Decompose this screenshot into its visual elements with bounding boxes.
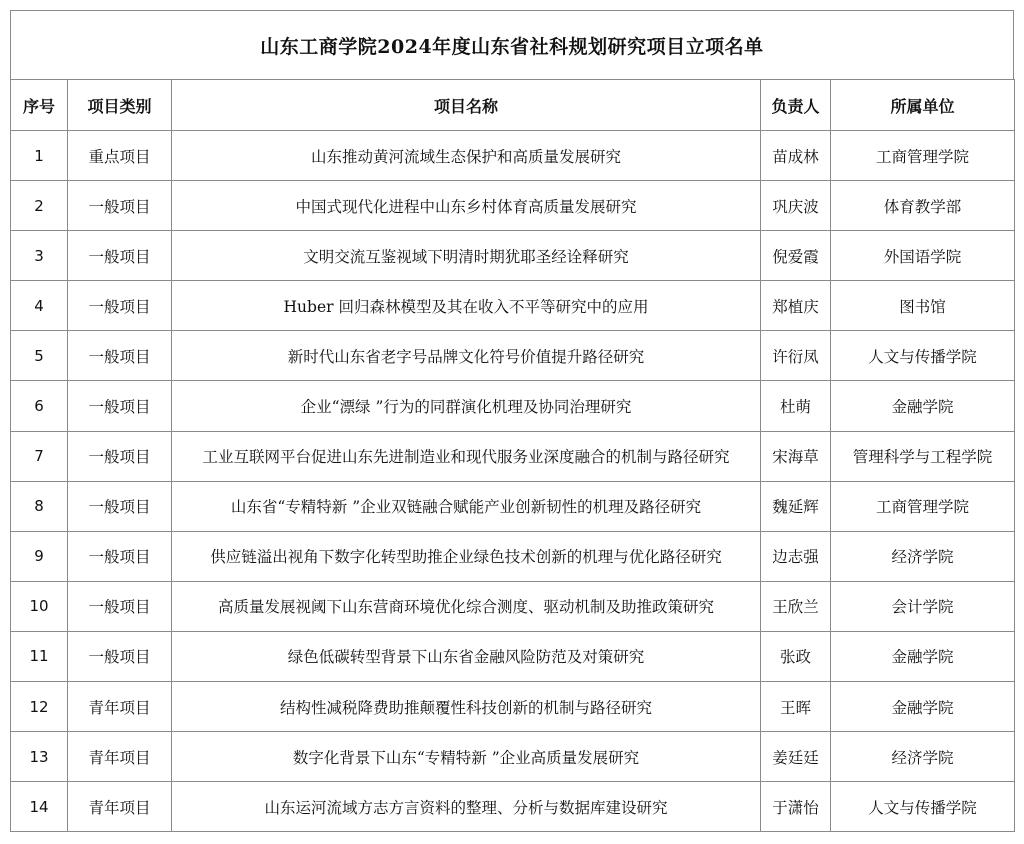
- header-leader: 负责人: [761, 80, 831, 131]
- table-body: [11, 131, 1015, 832]
- cell-index: 4: [11, 281, 68, 331]
- cell-department: 会计学院: [831, 581, 1015, 631]
- cell-leader: 边志强: [761, 531, 831, 581]
- cell-department: 人文与传播学院: [831, 331, 1015, 381]
- cell-project-name: 山东运河流域方志方言资料的整理、分析与数据库建设研究: [172, 782, 761, 832]
- cell-project-name: 山东推动黄河流域生态保护和高质量发展研究: [172, 131, 761, 181]
- cell-category: 青年项目: [68, 732, 172, 782]
- cell-leader: 姜廷廷: [761, 732, 831, 782]
- project-table: [10, 79, 1015, 832]
- cell-category: 青年项目: [68, 682, 172, 732]
- cell-department: 金融学院: [831, 682, 1015, 732]
- table-row: [11, 181, 1015, 231]
- cell-leader: 杜萌: [761, 381, 831, 431]
- table-row: [11, 531, 1015, 581]
- cell-category: 一般项目: [68, 431, 172, 481]
- cell-project-name: 企业“漂绿 ”行为的同群演化机理及协同治理研究: [172, 381, 761, 431]
- cell-project-name: 工业互联网平台促进山东先进制造业和现代服务业深度融合的机制与路径研究: [172, 431, 761, 481]
- cell-category: 一般项目: [68, 531, 172, 581]
- cell-department: 外国语学院: [831, 231, 1015, 281]
- cell-leader: 于潇怡: [761, 782, 831, 832]
- table-row: [11, 131, 1015, 181]
- cell-index: 11: [11, 631, 68, 681]
- cell-index: 7: [11, 431, 68, 481]
- cell-leader: 郑植庆: [761, 281, 831, 331]
- cell-leader: 王欣兰: [761, 581, 831, 631]
- cell-category: 一般项目: [68, 281, 172, 331]
- cell-leader: 苗成林: [761, 131, 831, 181]
- cell-index: 13: [11, 732, 68, 782]
- cell-project-name: 供应链溢出视角下数字化转型助推企业绿色技术创新的机理与优化路径研究: [172, 531, 761, 581]
- table-row: [11, 682, 1015, 732]
- table-header-row: [11, 80, 1015, 131]
- table-row: [11, 431, 1015, 481]
- cell-index: 2: [11, 181, 68, 231]
- header-department: 所属单位: [831, 80, 1015, 131]
- cell-index: 5: [11, 331, 68, 381]
- table-row: [11, 732, 1015, 782]
- project-list-sheet: [10, 10, 1014, 832]
- table-row: [11, 631, 1015, 681]
- cell-category: 一般项目: [68, 181, 172, 231]
- cell-index: 8: [11, 481, 68, 531]
- cell-project-name: 数字化背景下山东“专精特新 ”企业高质量发展研究: [172, 732, 761, 782]
- cell-department: 管理科学与工程学院: [831, 431, 1015, 481]
- header-index: 序号: [11, 80, 68, 131]
- cell-department: 体育教学部: [831, 181, 1015, 231]
- cell-category: 一般项目: [68, 231, 172, 281]
- cell-leader: 魏延辉: [761, 481, 831, 531]
- cell-leader: 张政: [761, 631, 831, 681]
- cell-leader: 宋海草: [761, 431, 831, 481]
- cell-department: 图书馆: [831, 281, 1015, 331]
- cell-category: 一般项目: [68, 331, 172, 381]
- cell-department: 经济学院: [831, 531, 1015, 581]
- cell-index: 6: [11, 381, 68, 431]
- cell-index: 9: [11, 531, 68, 581]
- cell-department: 人文与传播学院: [831, 782, 1015, 832]
- table-row: [11, 331, 1015, 381]
- table-row: [11, 782, 1015, 832]
- cell-project-name: 文明交流互鉴视域下明清时期犹耶圣经诠释研究: [172, 231, 761, 281]
- header-category: 项目类别: [68, 80, 172, 131]
- document-title: 山东工商学院2024年度山东省社科规划研究项目立项名单: [10, 10, 1014, 79]
- cell-department: 工商管理学院: [831, 131, 1015, 181]
- cell-category: 一般项目: [68, 631, 172, 681]
- cell-index: 3: [11, 231, 68, 281]
- table-row: [11, 231, 1015, 281]
- cell-index: 10: [11, 581, 68, 631]
- cell-leader: 巩庆波: [761, 181, 831, 231]
- cell-category: 一般项目: [68, 381, 172, 431]
- cell-index: 1: [11, 131, 68, 181]
- cell-leader: 倪爱霞: [761, 231, 831, 281]
- table-row: [11, 581, 1015, 631]
- table-row: [11, 381, 1015, 431]
- cell-project-name: 山东省“专精特新 ”企业双链融合赋能产业创新韧性的机理及路径研究: [172, 481, 761, 531]
- cell-category: 重点项目: [68, 131, 172, 181]
- cell-project-name: 中国式现代化进程中山东乡村体育高质量发展研究: [172, 181, 761, 231]
- cell-category: 一般项目: [68, 481, 172, 531]
- cell-project-name: Huber 回归森林模型及其在收入不平等研究中的应用: [172, 281, 761, 331]
- cell-index: 12: [11, 682, 68, 732]
- cell-department: 金融学院: [831, 631, 1015, 681]
- cell-category: 一般项目: [68, 581, 172, 631]
- cell-project-name: 新时代山东省老字号品牌文化符号价值提升路径研究: [172, 331, 761, 381]
- cell-category: 青年项目: [68, 782, 172, 832]
- cell-department: 金融学院: [831, 381, 1015, 431]
- header-project-name: 项目名称: [172, 80, 761, 131]
- cell-department: 工商管理学院: [831, 481, 1015, 531]
- cell-project-name: 高质量发展视阈下山东营商环境优化综合测度、驱动机制及助推政策研究: [172, 581, 761, 631]
- cell-project-name: 结构性减税降费助推颠覆性科技创新的机制与路径研究: [172, 682, 761, 732]
- cell-index: 14: [11, 782, 68, 832]
- cell-project-name: 绿色低碳转型背景下山东省金融风险防范及对策研究: [172, 631, 761, 681]
- table-row: [11, 281, 1015, 331]
- cell-leader: 王晖: [761, 682, 831, 732]
- cell-department: 经济学院: [831, 732, 1015, 782]
- cell-leader: 许衍凤: [761, 331, 831, 381]
- table-row: [11, 481, 1015, 531]
